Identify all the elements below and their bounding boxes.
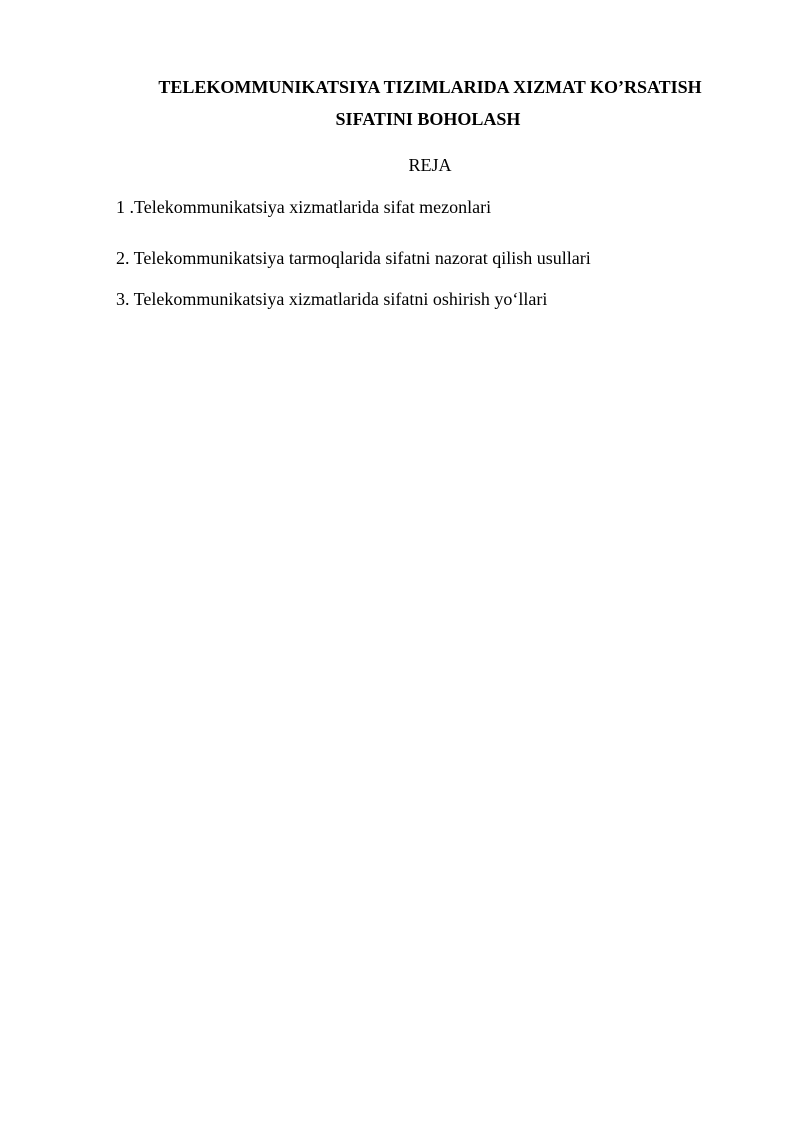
plan-item-2: 2. Telekommunikatsiya tarmoqlarida sifatni nazorat qilish usullari bbox=[116, 248, 591, 268]
document-title-line-1: TELEKOMMUNIKATSIYA TIZIMLARIDA XIZMAT KO’RSATISH bbox=[158, 77, 702, 97]
plan-item-1: 1 .Telekommunikatsiya xizmatlarida sifat mezonlari bbox=[116, 197, 492, 217]
document-title-line-2: SIFATINI BOHOLASH bbox=[335, 109, 521, 129]
plan-heading: REJA bbox=[408, 155, 452, 175]
plan-item-3: 3. Telekommunikatsiya xizmatlarida sifatni oshirish yo‘llari bbox=[116, 289, 548, 309]
